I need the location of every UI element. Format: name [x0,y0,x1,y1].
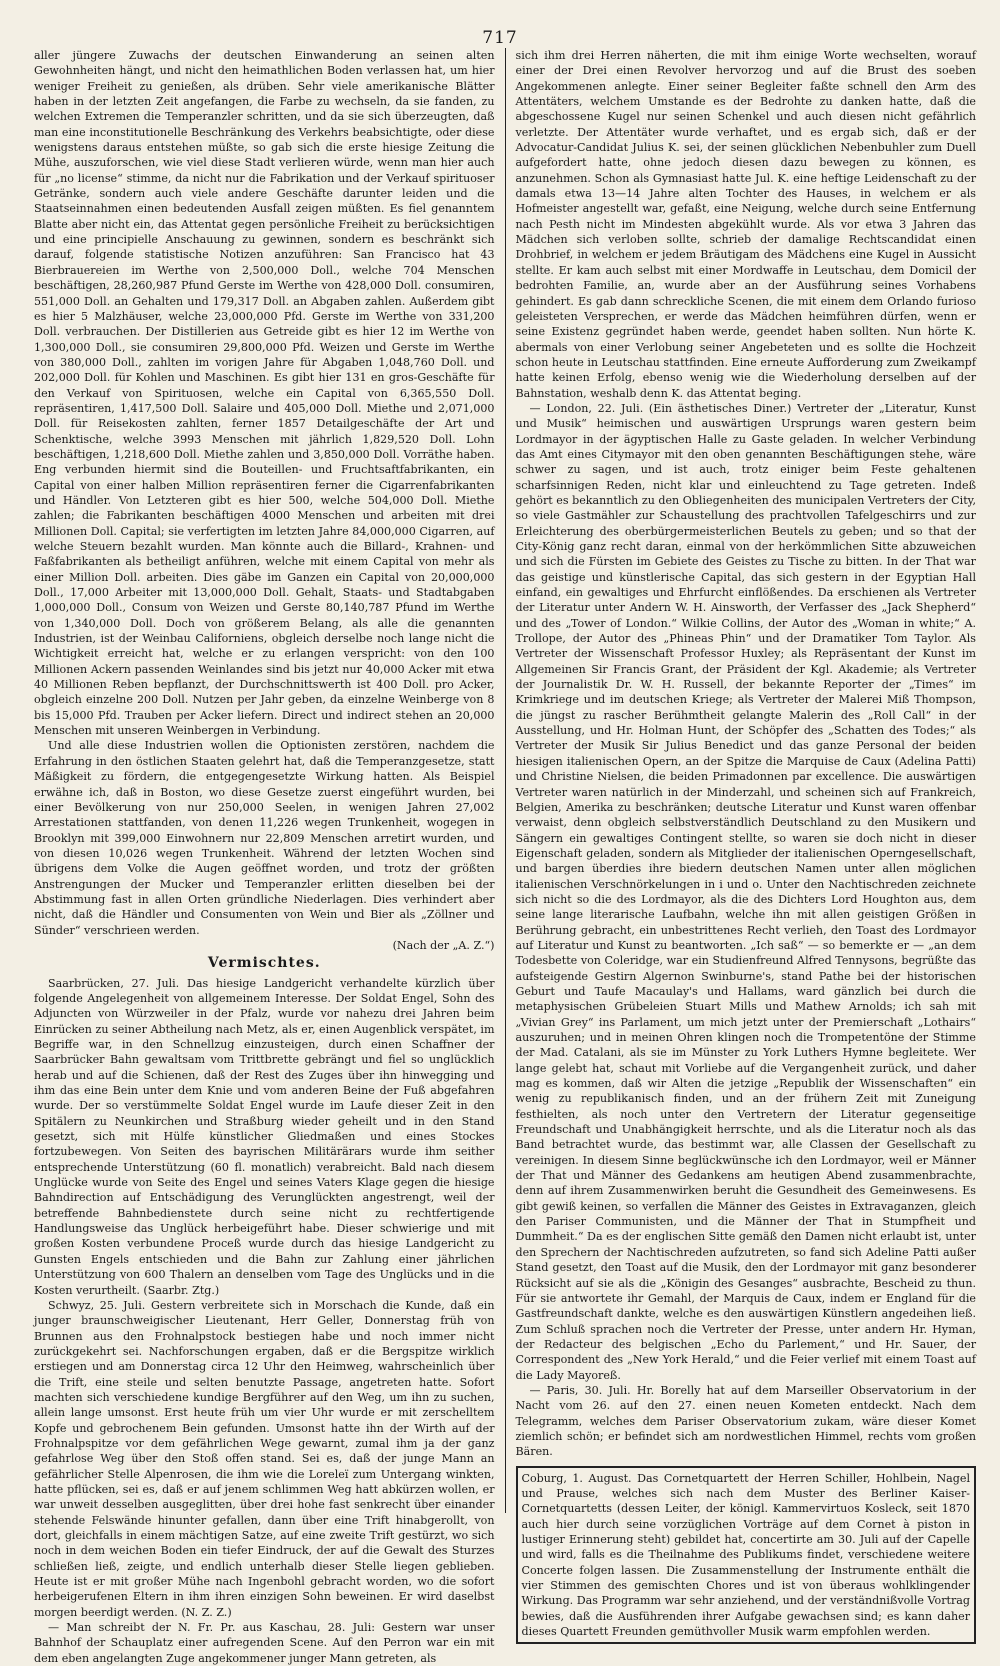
source-note: (Nach der „A. Z.“) [392,938,495,952]
boxed-notice [516,1466,977,1645]
left-column [34,48,495,1665]
article-paragraph: aller jüngere Zuwachs der deutschen Einwanderung an seinen alten Gewohnheiten hängt, und nicht den heimathlichen Boden verlassen hat, um hier weniger Freiheit zu genießen, als drüben. Sehr viele amerikanische Blätter haben in der letzten Zeit angefangen, die Farbe zu wechseln, da sie fanden, zu welchen Extremen die Temperanzler schritten, und da sie sich überzeugten, daß man eine inconstitutionelle Beschränkung des Verkehrs beabsichtigte, oder diese wenigstens daraus entstehen müßte, so gab sich die erste hiesige Zeitung die Mühe, auszuforschen, wie viel diese Stadt verlieren würde, wenn man hier auch für „no license“ stimme, da nicht nur die Fabrikation und der Verkauf spirituoser Getränke, sondern auch viele andere Geschäfte darunter leiden und die Staatseinnahmen einen bedeutenden Ausfall zeigen müßten. Es fiel genanntem Blatte aber nicht ein, das Attentat gegen persönliche Freiheit zu berücksichtigen und eine principielle Anschauung zu gewinnen, sondern es beschränkt sich darauf, folgende statistische Notizen anzuführen: San Francisco hat 43 Bierbrauereien im Werthe von 2,500,000 Doll., welche 704 Menschen beschäftigen, 28,260,987 Pfund Gerste im Werthe von 428,000 Doll. consumiren, 551,000 Doll. an Gehalten und 179,317 Doll. an Abgaben zahlen. Außerdem gibt es hier 5 Malzhäuser, welche 23,000,000 Pfd. Gerste im Werthe von 331,200 Doll. verbrauchen. Der Distillerien aus Getreide gibt es hier 12 im Werthe von 1,300,000 Doll., sie consumiren 29,800,000 Pfd. Weizen und Gerste im Werthe von 380,000 Doll., zahlten im vorigen Jahre für Abgaben 1,048,760 Doll. und 202,000 Doll. für Kohlen und Maschinen. Es gibt hier 131 en gros-Geschäfte für den Verkauf von Spirituosen, welche ein Capital von 6,365,550 Doll. repräsentiren, 1,417,500 Doll. Salaire und 405,000 Doll. Miethe und 2,071,000 Doll. für Reisekosten zahlten, ferner 1857 Detailgeschäfte der Art und Schenktische, welche 3993 Menschen mit jährlich 1,829,520 Doll. Lohn beschäftigen, 1,218,600 Doll. Miethe zahlen und 3,850,000 Doll. Vorräthe haben. Eng verbunden hiermit sind die Bouteillen- und Fruchtsaftfabrikanten, ein Capital von einer halben Million repräsentiren ferner die Cigarrenfabrikanten und Händler. Von Letzteren gibt es hier 500, welche 504,000 Doll. Miethe zahlen; die Fabrikanten beschäftigen 4000 Menschen und arbeiten mit drei Millionen Doll. Capital; sie verfertigten im letzten Jahre 84,000,000 Cigarren, auf welche Steuern bezahlt wurden. Man könnte auch die Billard-, Krahnen- und Faßfabrikanten als betheiligt anführen, welche mit einem Capital von mehr als einer Million Doll. arbeiten. Dies gäbe im Ganzen ein Capital von 20,000,000 Doll., 17,000 Arbeiter mit 13,000,000 Doll. Gehalt, Staats- und Stadtabgaben 1,000,000 Doll., Consum von Weizen und Gerste 80,140,787 Pfund im Werthe von 1,340,000 Doll. Doch von größerem Belang, als alle die genannten Industrien, ist der Weinbau Californiens, obgleich derselbe noch lange nicht die Wichtigkeit erreicht hat, welche er zu erlangen verspricht: von den 100 Millionen Ackern passenden Weinlandes sind bis jetzt nur 40,000 Acker mit etwa 40 Millionen Reben bepflanzt, der Durchschnittswerth ist 400 Doll. pro Acker, obgleich einzelne 200 Doll. Nutzen per Jahr geben, da einzelne Weinberge von 8 bis 15,000 Pfd. Trauben per Acker liefern. Direct und indirect stehen an 20,000 Menschen mit unseren Weinbergen in Verbindung. [34,49,495,738]
misc-paragraph: — Man schreibt der N. Fr. Pr. aus Kaschau, 28. Juli: Gestern war unser Bahnhof der Schauplatz einer aufregenden Scene. Auf den Perron war ein mit dem eben angelangten Zuge angekommener junger Mann getreten, als [34,1621,495,1665]
article-paragraph: — London, 22. Juli. (Ein ästhetisches Diner.) Vertreter der „Literatur, Kunst und Musik“ heimischen und auswärtigen Ursprungs waren gestern beim Lordmayor in der ägyptischen Halle zu Gaste geladen. In welcher Verbindung das Amt eines Citymayor mit den oben genannten Beschäftigungen stehe, wäre schwer zu sagen, und ist auch, trotz einiger beim Feste gehaltenen scharfsinnigen Reden, nicht klar und einleuchtend zu Tage getreten. Indeß gehört es bekanntlich zu den Obliegenheiten des municipalen Vertreters der City, so viele Gastmähler zur Schaustellung des prachtvollen Tafelgeschirrs und zur Erleichterung des oberbürgermeisterlichen Beutels zu geben; und so that der City-König ganz recht daran, einmal von der herkömmlichen Sitte abzuweichen und sich die Fürsten im Gebiete des Geistes zu Tische zu bitten. In der That war das geistige und künstlerische Capital, das sich gestern in der Egyptian Hall einfand, ein gewaltiges und Ehrfurcht einflößendes. Da erschienen als Vertreter der Literatur unter Andern W. H. Ainsworth, der Verfasser des „Jack Shepherd“ und des „Tower of London.“ Wilkie Collins, der Autor des „Woman in white;“ A. Trollope, der Autor des „Phineas Phin“ und der Dramatiker Tom Taylor. Als Vertreter der Wissenschaft Professor Huxley; als Repräsentant der Kunst im Allgemeinen Sir Francis Grant, der Präsident der Kgl. Akademie; als Vertreter der Journalistik Dr. W. H. Russell, der bekannte Reporter der „Times“ im Krimkriege und im deutschen Kriege; als Vertreter der Malerei Miß Thompson, die jüngst zu rascher Berühmtheit gelangte Malerin des „Roll Call“ in der Ausstellung, und Hr. Holman Hunt, der Schöpfer des „Schatten des Todes;“ als Vertreter der Musik Sir Julius Benedict und das ganze Personal der beiden hiesigen italienischen Opern, an der Spitze die Marquise de Caux (Adelina Patti) und Christine Nielsen, die beiden Primadonnen par excellence. Die auswärtigen Vertreter waren natürlich in der Minderzahl, und scheinen sich auf Frankreich, Belgien, Amerika zu beschränken; deutsche Literatur und Kunst waren offenbar verwaist, denn obgleich selbstverständlich Deutschland zu den Musikern und Sängern ein gewaltiges Contingent stellte, so waren sie doch nicht in dieser Eigenschaft geladen, sondern als Mitglieder der italienischen Operngesellschaft, und bargen überdies ihre biedern deutschen Namen unter allen möglichen italienischen Verschnörkelungen in i und o. Unter den Nachtischreden zeichnete sich nicht so die des Lordmayor, als die des Dichters Lord Houghton aus, dem seine lange literarische Laufbahn, welche ihn mit allen geistigen Größen in Berührung gebracht, ein unbestrittenes Recht verlieh, den Toast des Lordmayor auf Literatur und Kunst zu beantworten. „Ich saß“ — so bemerkte er — „an dem Todesbette von Coleridge, war ein Studienfreund Alfred Tennysons, begrüßte das aufsteigende Gestirn Algernon Swinburne's, stand Pathe bei der historischen Geburt und Taufe Macaulay's und Hallams, ward gänzlich bei durch die metaphysischen Grübeleien Stuart Mills und Mathew Arnolds; ich sah mit „Vivian Grey“ ins Parlament, um mich jetzt unter der Premierschaft „Lothairs“ auszuruhen; und in meinen Ohren klingen noch die Trompetentöne der Stimme der Mad. Catalani, als sie im Münster zu York Luthers Hymne begleitete. Wer lange gelebt hat, schaut mit Vorliebe auf die Vergangenheit zurück, und daher mag es kommen, daß wir Alten die jetzige „Republik der Wissenschaften“ ein wenig zu republikanisch finden, und an der frühern Zeit mit Zuneigung festhielten, als noch unter den Vertretern der Literatur gegenseitige Freundschaft und Unabhängigkeit herrschte, und als die Literatur noch als das Band betrachtet wurde, das bestimmt war, alle Classen der Gesellschaft zu vereinigen. In diesem Sinne beglückwünsche ich den Lordmayor, weil er Männer der That und Männer des Gedankens am heutigen Abend zusammenbrachte, denn auf ihrem Zusammenwirken beruht die Gesundheit des Gemeinwesens. Es gibt gewiß keinen, so verfallen die Männer des Geistes in Extravaganzen, gleich den Pariser Communisten, und die Männer der That in Stumpfheit und Dummheit.“ Da es der englischen Sitte gemäß den Damen nicht erlaubt ist, unter den Sprechern der Nachtischreden aufzutreten, so fand sich Adeline Patti außer Stand gesetzt, den Toast auf die Musik, den der Lordmayor mit ganz besonderer Rücksicht auf sie als die „Königin des Gesanges“ ausbrachte, Bescheid zu thun. Für sie antwortete ihr Gemahl, der Marquis de Caux, indem er England für die Gastfreundschaft dankte, welche es den auswärtigen Künstlern angedeihen ließ. Zum Schluß sprachen noch die Vertreter der Presse, unter andern Hr. Hyman, der Redacteur des belgischen „Echo du Parlement,“ und Hr. Sauer, der Correspondent des „New York Herald,“ und die Feier verlief mit einem Toast auf die Lady Mayoreß. [515,401,976,1382]
article-paragraph: — Paris, 30. Juli. Hr. Borelly hat auf dem Marseiller Observatorium in der Nacht vom 26. auf den 27. einen neuen Kometen entdeckt. Nach dem Telegramm, welches dem Pariser Observatorium zukam, wäre dieser Komet ziemlich schön; er befindet sich am nordwestlichen Himmel, rechts vom großen Bären. [515,1383,976,1459]
page-number: 717 [482,28,518,48]
boxed-notice-text: Coburg, 1. August. Das Cornetquartett der Herren Schiller, Hohlbein, Nagel und Prause, welches sich nach dem Muster des Berliner Kaiser-Cornetquartetts (dessen Leiter, der königl. Kammervirtuos Kosleck, seit 1870 auch hier durch seine vorzüglichen Vorträge auf dem Cornet à piston in lustiger Erinnerung steht) gebildet hat, concertirte am 30. Juli auf der Capelle und wird, falls es die Theilnahme des Publikums findet, verschiedene weitere Concerte folgen lassen. Die Zusammenstellung der Instrumente enthält die vier Stimmen des gemischten Chores und ist von überaus wohlklingender Wirkung. Das Programm war sehr anziehend, und der verständnißvolle Vortrag bewies, daß die Ausführenden ihrer Aufgabe gewachsen sind; es kann daher dieses Quartett Freunden gemüthvoller Musik warm empfohlen werden. [521,1471,970,1639]
column-divider [505,48,506,1513]
misc-paragraph: Saarbrücken, 27. Juli. Das hiesige Landgericht verhandelte kürzlich über folgende Angelegenheit von allgemeinem Interesse. Der Soldat Engel, Sohn des Adjuncten von Würzweiler in der Pfalz, wurde vor nahezu drei Jahren beim Einrücken zu seiner Abtheilung nach Metz, als er, einen Augenblick verspätet, im Begriffe war, in den Schnellzug einzusteigen, durch einen Schaffner der Saarbrücker Bahn gewaltsam vom Trittbrette gebrängt und fiel so unglücklich herab und auf die Schienen, daß der Rest des Zuges über ihn hinwegging und ihm das eine Bein unter dem Knie und vom anderen Beine der Fuß abgefahren wurde. Der so verstümmelte Soldat Engel wurde im Laufe dieser Zeit in den Spitälern zu Neunkirchen und Straßburg wieder geheilt und in den Stand gesetzt, sich mit Hülfe künstlicher Gliedmaßen und eines Stockes fortzubewegen. Von Seiten des bayrischen Militärärars wurde ihm seither entsprechende Unterstützung (60 fl. monatlich) verabreicht. Bald nach diesem Unglücke wurde von Seite des Engel und seines Vaters Klage gegen die hiesige Bahndirection auf Entschädigung des Verunglückten angestrengt, weil der betreffende Bahnbedienstete durch seine nicht zu rechtfertigende Handlungsweise das Unglück herbeigeführt habe. Dieser schwierige und mit großen Kosten verbundene Proceß wurde durch das hiesige Landgericht zu Gunsten Engels entschieden und die Bahn zur Zahlung einer jährlichen Unterstützung von 600 Thalern an denselben vom Tage des Unglücks und in die Kosten verurtheilt. (Saarbr. Ztg.) [34,976,495,1297]
article-paragraph: sich ihm drei Herren näherten, die mit ihm einige Worte wechselten, worauf einer der Drei einen Revolver hervorzog und auf die Brust des soeben Angekommenen anlegte. Einer seiner Begleiter faßte schnell den Arm des Attentäters, welchem Umstande es der Bedrohte zu danken hatte, daß die abgeschossene Kugel nur seinen Schenkel und auch diesen nicht gefährlich verletzte. Der Attentäter wurde verhaftet, und es ergab sich, daß er der Advocatur-Candidat Julius K. sei, der seinen glücklichen Nebenbuhler zum Duell aufgefordert hatte, ohne jedoch diesen dazu bewegen zu können, es anzunehmen. Schon als Gymnasiast hatte Jul. K. eine heftige Leidenschaft zu der damals etwa 13—14 Jahre alten Tochter des Hauses, in welchem er als Hofmeister angestellt war, gefaßt, eine Neigung, welche durch seine Entfernung nach Pesth nicht im Mindesten abgekühlt wurde. Als vor etwa 3 Jahren das Mädchen sich verloben sollte, schrieb der damalige Rechtscandidat einen Drohbrief, in welchem er jedem Bräutigam des Mädchens eine Kugel in Aussicht stellte. Er kam auch selbst mit einer Mordwaffe in Leutschau, dem Domicil der bedrohten Familie, an, wurde aber an der Ausführung seines Vorhabens gehindert. Es gab dann schreckliche Scenen, die mit einem dem Orlando furioso geleisteten Versprechen, er werde das Mädchen heimführen dürfen, wenn er seine Existenz gegründet haben werde, geendet haben sollten. Nun hörte K. abermals von einer Verlobung seiner Angebeteten und es sollte die Hochzeit schon heute in Leutschau stattfinden. Eine erneute Aufforderung zum Zweikampf hatte keinen Erfolg, ebenso wenig wie die Wiederholung derselben auf der Bahnstation, weshalb denn K. das Attentat beging. [515,49,976,400]
columns [34,48,976,1665]
misc-paragraph: Schwyz, 25. Juli. Gestern verbreitete sich in Morschach die Kunde, daß ein junger braunschweigischer Lieutenant, Herr Geller, Donnerstag früh von Brunnen aus den Frohnalpstock bestiegen habe und noch immer nicht zurückgekehrt sei. Nachforschungen ergaben, daß er die Bergspitze wirklich erstiegen und am Donnerstag circa 12 Uhr den Heimweg, wahrscheinlich über die Trift, eine steile und selten benutzte Passage, angetreten hatte. Sofort machten sich verschiedene kundige Bergführer auf den Weg, um ihn zu suchen, allein lange umsonst. Erst heute früh um vier Uhr wurde er mit zerschelltem Kopfe und gebrochenem Bein gefunden. Umsonst hatte ihn der Wirth auf der Frohnalpspitze vor dem gefährlichen Wege gewarnt, zumal ihm ja der ganz gefahrlose Weg über den Stoß offen stand. Sei es, daß der junge Mann an gefährlicher Stelle Alpenrosen, die ihm wie die Loreleï zum Untergang winkten, hatte pflücken, sei es, daß er auf jenem schlimmen Weg hatt abkürzen wollen, er war unweit desselben ausgeglitten, über drei hohe fast senkrecht über einander stehende Felswände hinunter gefallen, dann über eine Trift hinabgerollt, von dort, gleichfalls in einem mächtigen Satze, auf eine zweite Trift gestürzt, wo sich noch in dem weichen Boden ein tiefer Eindruck, der auf die Gewalt des Sturzes schließen ließ, zeigte, und endlich unterhalb dieser Stelle liegen geblieben. Heute ist er mit großer Mühe nach Ingenbohl gebracht worden, wo die sofort herbeigerufenen Eltern in ihm ihren einzigen Sohn beweinen. Er wird daselbst morgen beerdigt werden. (N. Z. Z.) [34,1298,495,1619]
right-column [515,48,977,1639]
section-heading: Vermischtes. [207,955,321,972]
article-paragraph: Und alle diese Industrien wollen die Optionisten zerstören, nachdem die Erfahrung in den östlichen Staaten gelehrt hat, daß die Temperanzgesetze, statt Mäßigkeit zu fördern, die entgegengesetzte Wirkung hatten. Als Beispiel erwähne ich, daß in Boston, wo diese Gesetze zuerst eingeführt wurden, bei einer Bevölkerung von nur 250,000 Seelen, in wenigen Jahren 27,002 Arrestationen stattfanden, von denen 11,226 wegen Trunkenheit, wogegen in Brooklyn mit 399,000 Einwohnern nur 22,809 Menschen arretirt wurden, und von diesen 10,026 wegen Trunkenheit. Während der letzten Wochen sind übrigens dem Volke die Augen geöffnet worden, und trotz der größten Anstrengungen der Mucker und Temperanzler erlitten dieselben bei der Abstimmung fast in allen Orten gründliche Niederlagen. Dies verhindert aber nicht, daß die Händler und Consumenten von Wein und Bier als „Zöllner und Sünder“ verschrieen werden. [34,739,495,937]
